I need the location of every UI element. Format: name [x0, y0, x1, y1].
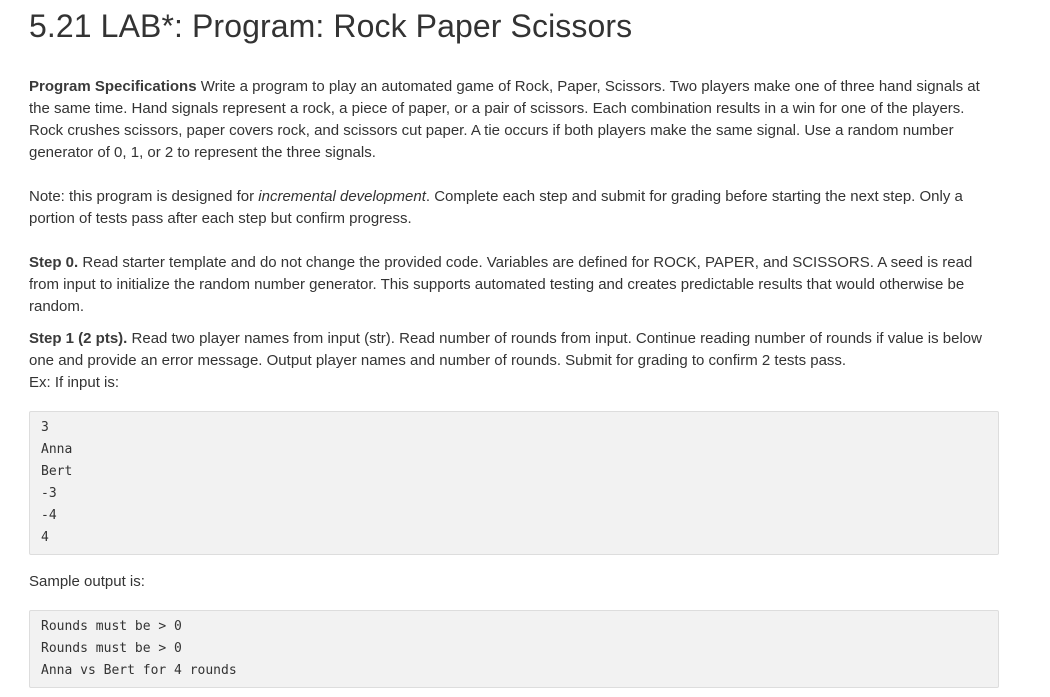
page-title: 5.21 LAB*: Program: Rock Paper Scissors	[29, 8, 633, 44]
note-before: Note: this program is designed for	[29, 188, 259, 205]
input-line: 3	[41, 420, 49, 435]
step-1-text: Read two player names from input (str). Read number of rounds from input. Continue reading number of rounds if value is below one and provide an error message. Output player names and number of rounds. Submit for grading to confirm 2 tests pass.	[29, 330, 982, 369]
input-line: -3	[41, 486, 57, 501]
note-after: . Complete each step and submit for grading before starting the next step. Only a portion of tests pass after each step but confirm progress.	[29, 188, 963, 227]
step-1-lead: Step 1 (2 pts).	[29, 330, 128, 347]
input-line: Anna	[41, 442, 73, 457]
sample-output-label: Sample output is:	[29, 573, 145, 590]
step-0-lead: Step 0.	[29, 254, 79, 271]
input-line: 4	[41, 530, 49, 545]
input-line: Bert	[41, 464, 73, 479]
output-line: Rounds must be > 0	[41, 619, 182, 634]
step-0	[29, 252, 999, 318]
input-example-box	[29, 411, 999, 555]
step-1	[29, 328, 999, 394]
note-emphasis: incremental development	[258, 188, 426, 205]
program-specifications	[29, 76, 999, 164]
incremental-note	[29, 186, 999, 230]
output-example-box	[29, 610, 999, 688]
example-label: Ex: If input is:	[29, 374, 120, 391]
step-0-text: Read starter template and do not change the provided code. Variables are defined for ROCK, PAPER, and SCISSORS. A seed is read from input to initialize the random number generator. This supports automated testing and creates predictable results that would otherwise be random.	[29, 254, 973, 315]
specifications-lead: Program Specifications	[29, 78, 197, 95]
input-line: -4	[41, 508, 57, 523]
output-line: Anna vs Bert for 4 rounds	[41, 663, 237, 678]
specifications-text: Write a program to play an automated game of Rock, Paper, Scissors. Two players make one of three hand signals at the same time. Hand signals represent a rock, a piece of paper, or a pair of scissors. Each combination results in a win for one of the players. Rock crushes scissors, paper covers rock, and scissors cut paper. A tie occurs if both players make the same signal. Use a random number generator of 0, 1, or 2 to represent the three signals.	[29, 78, 980, 161]
output-line: Rounds must be > 0	[41, 641, 182, 656]
